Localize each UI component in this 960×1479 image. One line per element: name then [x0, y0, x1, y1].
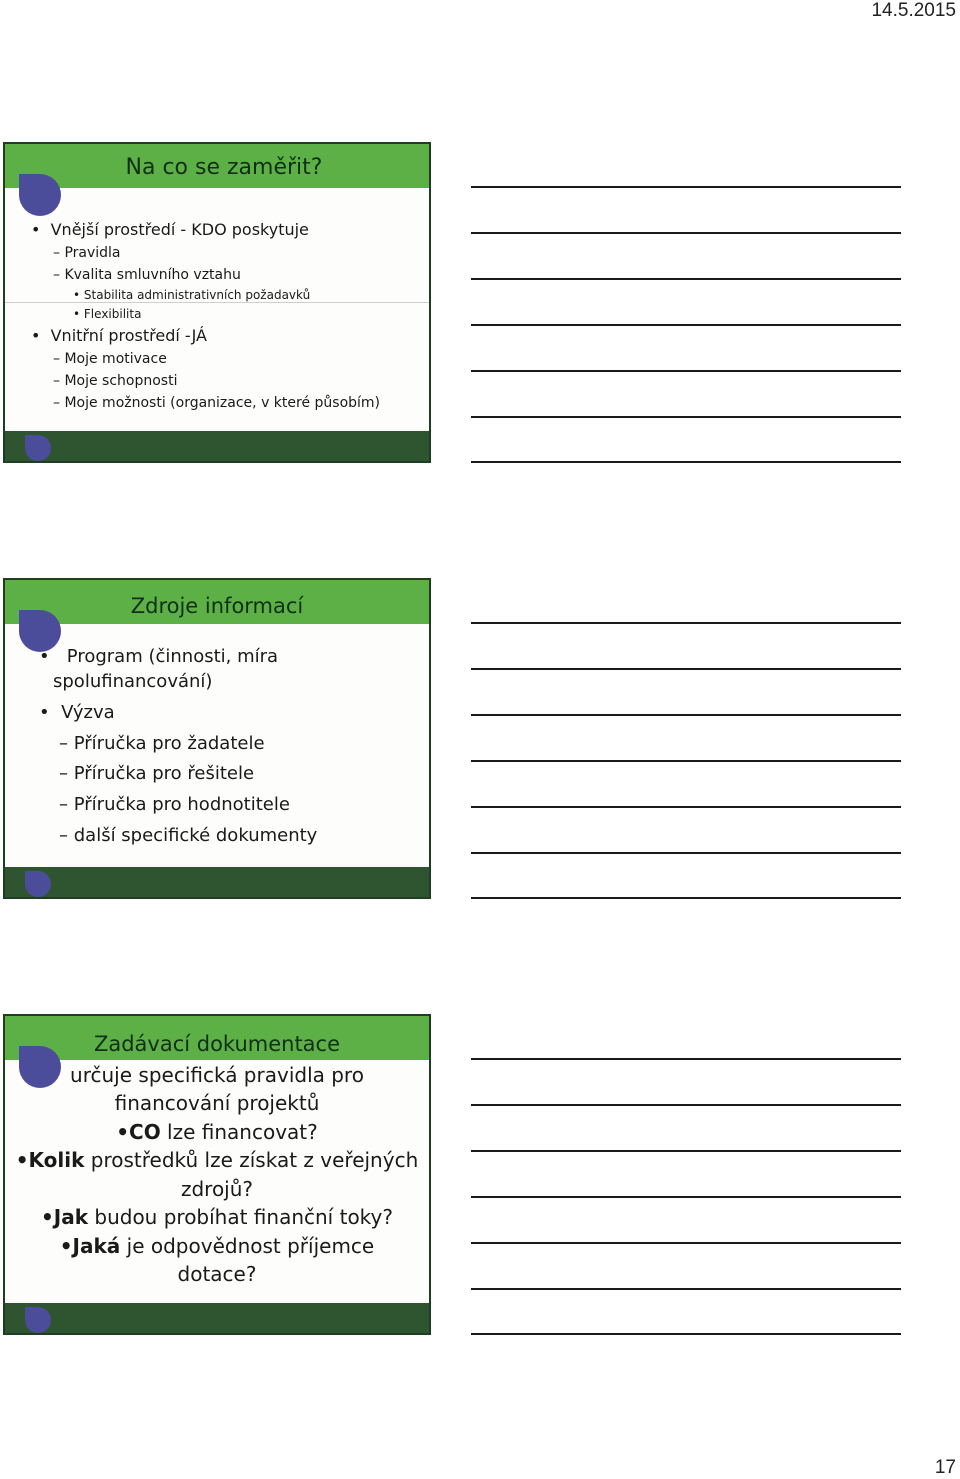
note-line	[471, 1196, 901, 1198]
note-line	[471, 622, 901, 624]
drop-logo-small-icon	[25, 435, 51, 461]
sub-item: – Příručka pro hodnotitele	[59, 794, 290, 815]
sub-item: – Moje motivace	[53, 351, 167, 367]
sub-item: – další specifické dokumenty	[59, 825, 318, 846]
bullet-item: • Vnější prostředí - KDO poskytuje	[31, 220, 309, 239]
sub-item: – Kvalita smluvního vztahu	[53, 267, 241, 283]
drop-logo-small-icon	[25, 871, 51, 897]
slide-footer	[5, 1303, 429, 1333]
note-line	[471, 760, 901, 762]
note-line	[471, 1150, 901, 1152]
bullet-item-continuation: spolufinancování)	[53, 671, 213, 692]
text-line: •Kolik prostředků lze získat z veřejných	[15, 1148, 419, 1172]
sub-item: – Moje schopnosti	[53, 373, 178, 389]
note-line	[471, 461, 901, 463]
note-line	[471, 668, 901, 670]
slide-2	[3, 578, 431, 899]
note-line	[471, 324, 901, 326]
text-line: dotace?	[177, 1262, 257, 1286]
slide-footer	[5, 867, 429, 897]
slide-1	[3, 142, 431, 463]
slide-title: Zadávací dokumentace	[93, 1032, 341, 1056]
drop-logo-small-icon	[25, 1307, 51, 1333]
bullet-item: • Program (činnosti, míra	[39, 646, 279, 667]
sub-item: – Příručka pro žadatele	[59, 733, 265, 754]
sub-item: – Příručka pro řešitele	[59, 763, 255, 784]
note-line	[471, 897, 901, 899]
slide-title: Na co se zaměřit?	[125, 155, 323, 180]
sub-item: – Moje možnosti (organizace, v které působím)	[53, 395, 381, 411]
text-line: •CO lze financovat?	[116, 1120, 318, 1144]
note-line	[471, 714, 901, 716]
note-line	[471, 852, 901, 854]
note-line	[471, 416, 901, 418]
text-line: •Jak budou probíhat finanční toky?	[40, 1205, 393, 1229]
text-line: určuje specifická pravidla pro	[70, 1063, 364, 1087]
slide-title: Zdroje informací	[130, 594, 304, 618]
note-line	[471, 278, 901, 280]
note-line	[471, 806, 901, 808]
note-line	[471, 1333, 901, 1335]
bullet-item: • Vnitřní prostředí -JÁ	[31, 326, 207, 345]
note-line	[471, 370, 901, 372]
text-line: zdrojů?	[180, 1177, 254, 1201]
page-number: 17	[934, 1457, 956, 1478]
divider	[5, 302, 429, 303]
text-line: •Jaká je odpovědnost příjemce	[59, 1234, 375, 1258]
bullet-item: • Výzva	[39, 702, 115, 723]
text-line: financování projektů	[114, 1091, 320, 1115]
slide-footer	[5, 431, 429, 461]
note-line	[471, 232, 901, 234]
slide-3	[3, 1014, 431, 1335]
page-date: 14.5.2015	[871, 0, 956, 21]
sub-sub-item: • Flexibilita	[73, 307, 142, 321]
sub-item: – Pravidla	[53, 245, 121, 261]
note-line	[471, 1288, 901, 1290]
note-line	[471, 1242, 901, 1244]
note-line	[471, 1104, 901, 1106]
note-line	[471, 1058, 901, 1060]
note-line	[471, 186, 901, 188]
sub-sub-item: • Stabilita administrativních požadavků	[73, 288, 311, 302]
drop-logo-icon	[19, 174, 61, 216]
